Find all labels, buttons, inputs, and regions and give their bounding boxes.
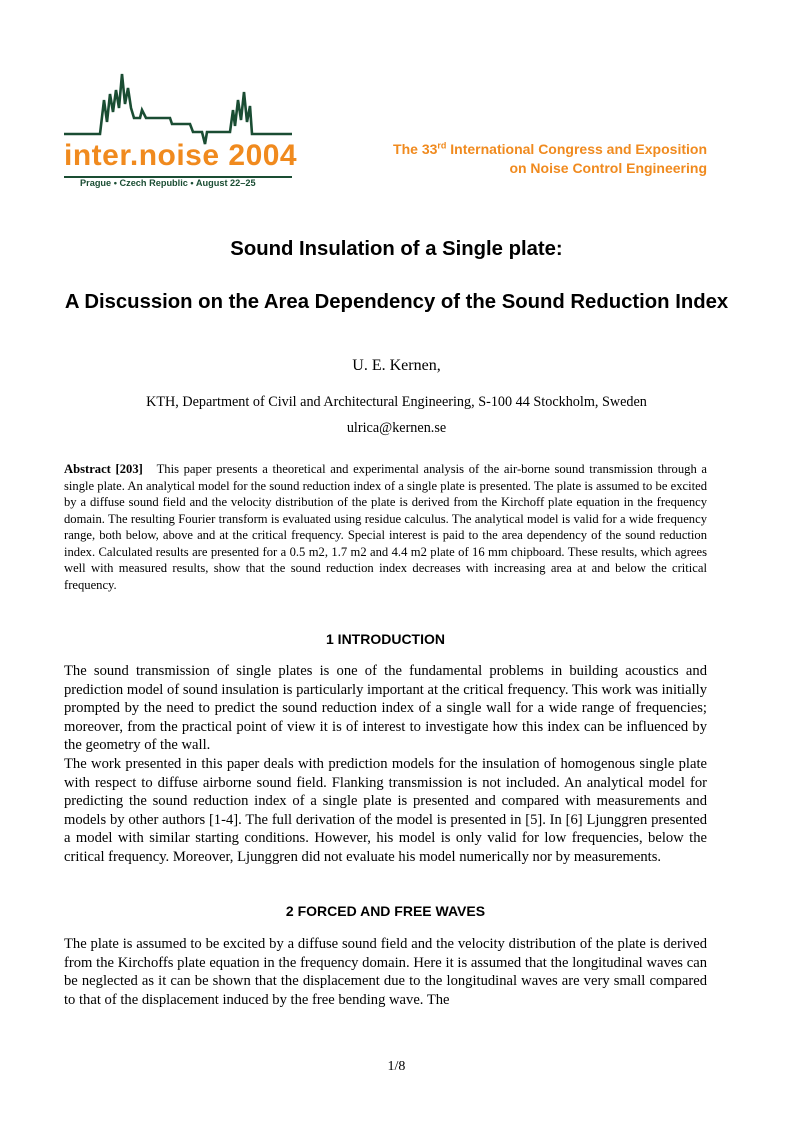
abstract-text: This paper presents a theoretical and experimental analysis of the air-borne sound transmission through a single plate. An analytical model for the sound reduction index of a single plate is presented. The plate is assumed to be excited by a diffuse sound field and the velocity distribution of the plate is derived from the Kirchoff plate equation in the frequency domain. The resulting Fourier transform is evaluated using residue calculus. The analytical model is valid for a wide frequency range, both below, above and at the critical frequency. Special interest is paid to the area dependency of the sound reduction index. Calculated results are presented for a 0.5 m2, 1.7 m2 and 4.4 m2 plate of 16 mm chipboard. These results, which agrees well with measured results, show that the sound reduction index decreases with increasing area at and below the critical frequency.: [64, 462, 707, 592]
skyline-graphic: [64, 74, 292, 144]
abstract: [64, 461, 707, 593]
section-heading-introduction: 1 INTRODUCTION: [326, 631, 445, 647]
page-number: 1/8: [387, 1059, 406, 1074]
paper-title-line-2: A Discussion on the Area Dependency of the Sound Reduction Index: [64, 291, 729, 313]
section-body-introduction: [64, 662, 707, 867]
section-body-forced-free-waves: [64, 935, 707, 1009]
abstract-label: Abstract [203]: [64, 462, 143, 476]
logo-wordmark: inter.noise 2004: [64, 139, 298, 172]
congress-line-2: on Noise Control Engineering: [509, 160, 707, 176]
conference-logo: [62, 70, 294, 192]
paragraph: The work presented in this paper deals with prediction models for the insulation of homogenous single plate with respect to diffuse airborne sound field. Flanking transmission is not included. An analytical model for predicting the sound reduction index of a single plate is presented and compared with measurements and models by other authors [1-4]. The full derivation of the model is presented in [5]. In [6] Ljunggren presented a model with similar starting conditions. However, his model is only valid for low frequencies, below the critical frequency. Moreover, Ljunggren did not evaluate his model numerically nor by measurements.: [64, 755, 707, 865]
logo-tagline: Prague • Czech Republic • August 22–25: [80, 178, 256, 188]
section-heading-forced-free-waves: 2 FORCED AND FREE WAVES: [285, 903, 486, 919]
congress-line-1: The 33rd International Congress and Exposition: [393, 140, 707, 157]
authors: U. E. Kernen,: [352, 357, 441, 374]
paragraph: The sound transmission of single plates is one of the fundamental problems in building acoustics and prediction model of sound insulation is particularly important at the critical frequency. This work was initially prompted by the need to predict the sound reduction index of a single wall for a wide range of frequencies; moreover, from the practical point of view it is of interest to investigate how this index can be influenced by the geometry of the wall.: [64, 663, 707, 754]
affiliation: KTH, Department of Civil and Architectural Engineering, S-100 44 Stockholm, Sweden: [146, 394, 647, 410]
paragraph: The plate is assumed to be excited by a diffuse sound field and the velocity distribution of the plate is derived from the Kirchoffs plate equation in the frequency domain. Here it is assumed that the longitudinal waves can be neglected as it can be shown that the displacement due to the longitudinal waves are very small compared to that of the displacement induced by the free bending wave. The: [64, 936, 707, 1008]
congress-heading: [300, 140, 707, 178]
author-email: ulrica@kernen.se: [346, 420, 447, 436]
paper-title-line-1: Sound Insulation of a Single plate:: [230, 238, 563, 260]
